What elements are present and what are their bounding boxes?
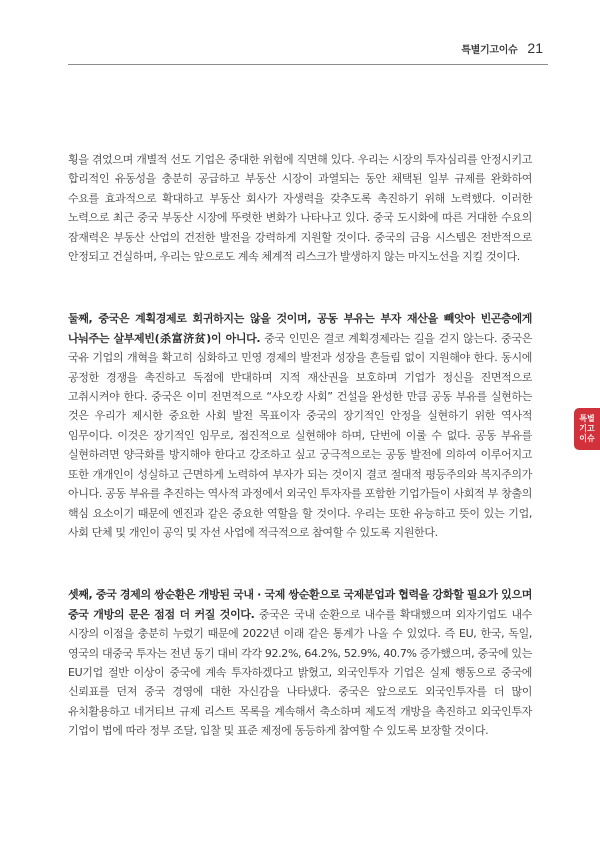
running-header — [68, 40, 543, 56]
section-side-tab — [574, 408, 600, 450]
page-number: 21 — [527, 40, 543, 56]
side-tab-line: 이슈 — [579, 434, 595, 443]
paragraph-text: 중국은 국내 순환으로 내수를 확대했으며 외자기업도 내수 시장의 이점을 충분히 누렸기 때문에 2022년 이래 같은 통계가 나올 수 있었다. 즉 EU, 한국, 독일, 영국의 대중국 투자는 전년 동기 대비 각각 92.2%, 64.2%, 52.9%, 40.7% 증가했으며, 중국에 있는 EU기업 절반 이상이 중국에 계속 투자하겠다고 밝혔고, 외국인투자 기업은 실제 행동으로 중국에 신뢰표를 던져 중국 경영에 대한 자신감을 나타냈다. 중국은 앞으로도 외국인투자를 더 많이 유치활용하고 네거티브 규제 리스트 목록을 계속해서 축소하며 제도적 개방을 촉진하고 외국인투자 기업이 법에 따라 정부 조달, 입찰 및 표준 제정에 동등하게 참여할 수 있도록 보장할 것이다. — [68, 607, 532, 738]
article-body — [68, 150, 532, 741]
section-name: 특별기고이슈 — [461, 45, 518, 56]
paragraph-text: 중국 인민은 결코 계획경제라는 길을 걷지 않는다. 중국은 국유 기업의 개혁을 확고히 심화하고 민영 경제의 발전과 성장을 흔들림 없이 지원해야 한다. 동시에 공정한 경쟁을 촉진하고 독점에 반대하며 지적 재산권을 보호하며 기업가 정신을 진면적으로 고취시켜야 한다. 중국은 이미 전면적으로 “샤오캉 사회” 건설을 완성한 만큼 공동 부유를 실현하는 것은 우리가 제시한 중요한 사회 발전 목표이자 중국의 장기적인 안정을 실현하기 위한 역사적 임무이다. 이것은 장기적인 임무로, 점진적으로 실현해야 하며, 단번에 이룰 수 없다. 공동 부유를 실현하려면 양극화를 방지해야 한다고 강조하고 싶고 궁극적으로는 공동 발전에 의하여 이루어지고 또한 개개인이 성실하고 근면하게 노력하여 부자가 되는 것이지 결코 절대적 평등주의와 복지주의가 아니다. 공동 부유를 추진하는 역사적 과정에서 외국인 투자자를 포함한 기업가들이 사회적 부 창출의 핵심 요소이기 때문에 엔진과 같은 중요한 역할을 할 것이다. 우리는 또한 유능하고 뜻이 있는 기업, 사회 단체 및 개인이 공익 및 자선 사업에 적극적으로 참여할 수 있도록 지원한다. — [68, 331, 532, 539]
paragraph-2 — [68, 309, 532, 542]
paragraph-1 — [68, 150, 532, 266]
header-rule — [68, 64, 548, 65]
paragraph-lead: 셋째, 중국 경제의 쌍순환은 개방된 국내 · 국제 쌍순환으로 국제분업과 협력을 강화할 필요가 있으며 중국 개방의 문은 점점 더 커질 것이다. — [68, 588, 532, 621]
paragraph-3 — [68, 585, 532, 740]
paragraph-text: 횡을 겪었으며 개별적 선도 기업은 중대한 위험에 직면해 있다. 우리는 시장의 투자심리를 안정시키고 합리적인 유동성을 충분히 공급하고 부동산 시장이 과열되는 동안 채택된 일부 규제를 완화하여 수요를 효과적으로 확대하고 부동산 회사가 자생력을 갖추도록 촉진하기 위해 노력했다. 이러한 노력으로 최근 중국 부동산 시장에 뚜렷한 변화가 나타나고 있다. 중국 도시화에 따른 거대한 수요의 잠재력은 부동산 산업의 건전한 발전을 강력하게 지원할 것이다. 중국의 금융 시스템은 전반적으로 안정되고 건실하며, 우리는 앞으로도 계속 체계적 리스크가 발생하지 않는 마지노선을 지킬 것이다. — [68, 153, 532, 264]
side-tab-line: 특별 — [579, 414, 595, 423]
side-tab-line: 기고 — [579, 424, 595, 433]
paragraph-lead: 둘째, 중국은 계획경제로 회귀하지는 않을 것이며, 공동 부유는 부자 재산을 빼앗아 빈곤층에게 나눠주는 살부제빈(杀富济贫)이 아니다. — [68, 312, 532, 345]
